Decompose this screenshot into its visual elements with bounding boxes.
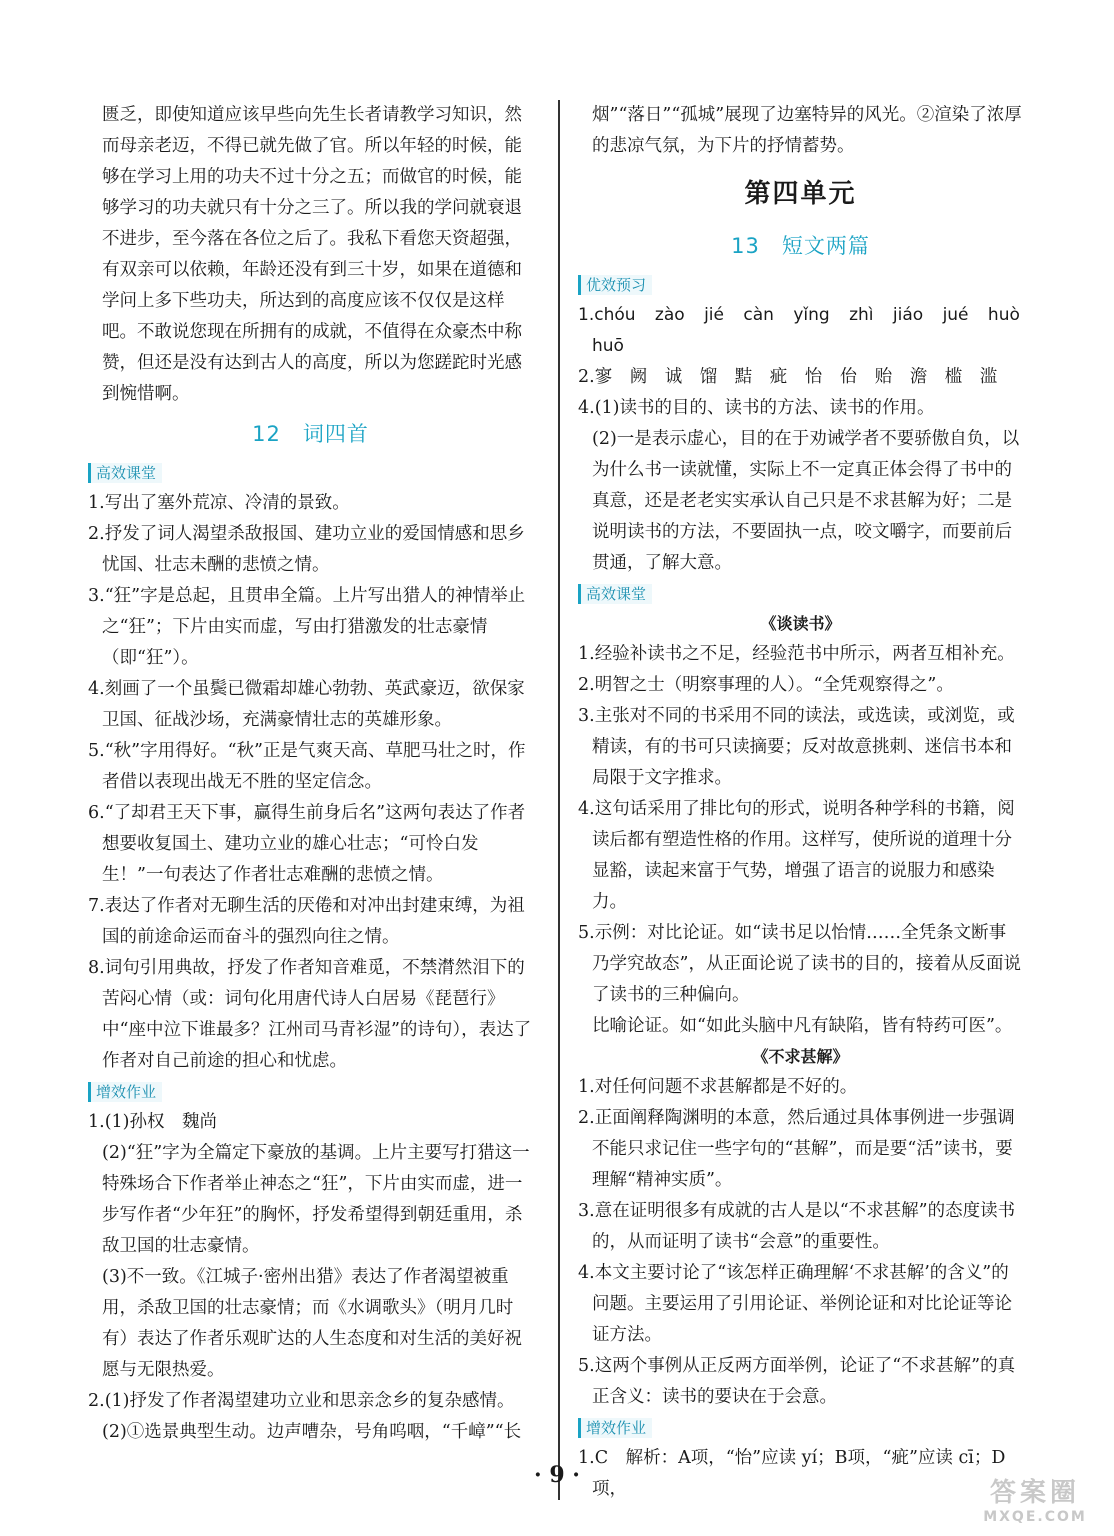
section-tag-youxiao: 优效预习: [578, 275, 652, 295]
answer-list-buqiu-shenjie: [578, 1072, 1023, 1413]
answer-item: 3.意在证明很多有成就的古人是以“不求甚解”的态度读书的，从而证明了读书“会意”的重要性。: [578, 1201, 1016, 1252]
lesson-number: 12: [252, 422, 281, 446]
left-column: [88, 100, 533, 1448]
answer-item: 1.(1)孙权 魏尚: [88, 1112, 217, 1132]
answer-item: 4.这句话采用了排比句的形式，说明各种学科的书籍，阅读后都有塑造性格的作用。这样写，使所说的道理十分显豁，读起来富于气势，增强了语言的说服力和感染力。: [578, 799, 1015, 912]
subheading-buqiu-shenjie: 《不求甚解》: [752, 1047, 849, 1066]
answer-item: 5.这两个事例从正反两方面举例，论证了“不求甚解”的真正含义：读书的要诀在于会意。: [578, 1356, 1016, 1407]
preview-item-4a: 4.(1)读书的目的、读书的方法、读书的作用。: [578, 398, 935, 418]
answer-item: 8.词句引用典故，抒发了作者知音难觅，不禁潸然泪下的苦闷心情（或：词句化用唐代诗人白居易《琵琶行》中“座中泣下谁最多？江州司马青衫湿”的诗句），表达了作者对自己前途的担心和忧虑。: [88, 958, 532, 1071]
page-number: · 9 ·: [534, 1462, 580, 1488]
right-column: [578, 100, 1023, 1505]
lesson-12-title: [88, 412, 533, 456]
watermark-logo: 答案圈 MXQE.COM: [983, 1478, 1087, 1525]
unit-title: 第四单元: [744, 179, 857, 209]
answer-item: 4.刻画了一个虽鬓已微霜却雄心勃勃、英武豪迈，欲保家卫国、征战沙场，充满豪情壮志的英雄形象。: [88, 679, 525, 730]
answer-item: 1.写出了塞外荒凉、冷清的景致。: [88, 493, 350, 513]
answer-item: 比喻论证。如“如此头脑中凡有缺陷，皆有特药可医”。: [592, 1016, 1013, 1036]
answer-item: 5.“秋”字用得好。“秋”正是气爽天高、草肥马壮之时，作者借以表现出战无不胜的坚定信念。: [88, 741, 526, 792]
homework-list-lesson12: [88, 1107, 533, 1448]
lesson-number: 13: [731, 234, 760, 258]
answer-item: (3)不一致。《江城子·密州出猎》表达了作者渴望被重用，杀敌卫国的壮志豪情；而《水调歌头》（明月几时有）表达了作者乐观旷达的人生态度和对生活的美好祝愿与无限热爱。: [102, 1267, 522, 1380]
subheading-tan-dushu: 《谈读书》: [760, 614, 841, 633]
answer-item: 1.经验补读书之不足，经验范书中所示，两者互相补充。: [578, 644, 1015, 664]
left-intro-paragraph: 匮乏，即使知道应该早些向先生长者请教学习知识，然而母亲老迈，不得已就先做了官。所以年轻的时候，能够在学习上用的功夫不过十分之五；而做官的时候，能够学习的功夫就只有十分之三了。所以我的学问就衰退不进步，至今落在各位之后了。我私下看您天资超强，有双亲可以依赖，年龄还没有到三十岁，如果在道德和学问上多下些功夫，所达到的高度应该不仅仅是这样吧。不敢说您现在所拥有的成就，不值得在众豪杰中称赞，但还是没有达到古人的高度，所以为您蹉跎时光感到惋惜啊。: [102, 105, 522, 404]
lesson-13-title: [578, 224, 1023, 268]
preview-item-4b: (2)一是表示虚心，目的在于劝诫学者不要骄傲自负，以为什么书一读就懂，实际上不一定真正体会得了书中的真意，还是老老实实承认自己只是不求甚解为好；二是说明读书的方法，不要固执一点，咬文嚼字，而要前后贯通，了解大意。: [592, 429, 1020, 573]
answer-item: (2)“狂”字为全篇定下豪放的基调。上片主要写打猎这一特殊场合下作者举止神态之“狂”，下片由实而虚，进一步写作者“少年狂”的胸怀，抒发希望得到朝廷重用，杀敌卫国的壮志豪情。: [102, 1143, 530, 1256]
answer-item: 2.(1)抒发了作者渴望建功立业和思亲念乡的复杂感情。: [88, 1391, 515, 1411]
answer-item: 1.对任何问题不求甚解都是不好的。: [578, 1077, 858, 1097]
answer-item: 2.正面阐释陶渊明的本意，然后通过具体事例进一步强调不能只求记住一些字句的“甚解”，而是要“活”读书，要理解“精神实质”。: [578, 1108, 1015, 1190]
pinyin-answer: 1.chóu zào jié càn yǐng zhì jiáo jué huò huō: [578, 305, 1020, 356]
answer-item: 2.明智之士（明察事理的人）。“全凭观察得之”。: [578, 675, 954, 695]
lesson-name: 短文两篇: [781, 234, 870, 258]
answer-item: 3.“狂”字是总起，且贯串全篇。上片写出猎人的神情举止之“狂”；下片由实而虚，写由打猎激发的壮志豪情（即“狂”）。: [88, 586, 526, 668]
homework-item-1: 1.C 解析：A项，“怡”应读 yí；B项，“疵”应读 cī；D项，: [578, 1448, 1006, 1499]
answer-item: 3.主张对不同的书采用不同的读法，或选读，或浏览，或精读，有的书可只读摘要；反对故意挑刺、迷信书本和局限于文字推求。: [578, 706, 1015, 788]
character-answer: 2.寥 阙 诚 馏 黠 疵 怡 佁 贻 澹 槛 滥: [578, 367, 998, 387]
answer-item: 7.表达了作者对无聊生活的厌倦和对冲出封建束缚，为祖国的前途命运而奋斗的强烈向往之情。: [88, 896, 525, 947]
right-intro-paragraph: 烟”“落日”“孤城”展现了边塞特异的风光。②渲染了浓厚的悲凉气氛，为下片的抒情蓄势。: [592, 105, 1022, 156]
answer-item: 6.“了却君王天下事，赢得生前身后名”这两句表达了作者想要收复国土、建功立业的雄心壮志；“可怜白发生！”一句表达了作者壮志难酬的悲愤之情。: [88, 803, 526, 885]
answer-item: 4.本文主要讨论了“该怎样正确理解‘不求甚解’的含义”的问题。主要运用了引用论证、举例论证和对比论证等论证方法。: [578, 1263, 1012, 1345]
answer-item: 2.抒发了词人渴望杀敌报国、建功立业的爱国情感和思乡忧国、壮志未酬的悲愤之情。: [88, 524, 525, 575]
answer-item: 5.示例：对比论证。如“读书足以怡情……全凭条文断事乃学究故态”，从正面论说了读书的目的，接着从反面说了读书的三种偏向。: [578, 923, 1021, 1005]
section-tag-gaoxiao: 高效课堂: [88, 463, 162, 483]
lesson-name: 词四首: [302, 422, 369, 446]
answer-list-tan-dushu: [578, 639, 1023, 1042]
answer-list-lesson12: [88, 488, 533, 1077]
section-tag-zengxiao: 增效作业: [88, 1082, 162, 1102]
column-divider: [558, 100, 560, 1500]
section-tag-gaoxiao: 高效课堂: [578, 584, 652, 604]
section-tag-zengxiao: 增效作业: [578, 1418, 652, 1438]
answer-item: (2)①选景典型生动。边声嘈杂，号角呜咽，“千嶂”“长: [102, 1422, 522, 1442]
